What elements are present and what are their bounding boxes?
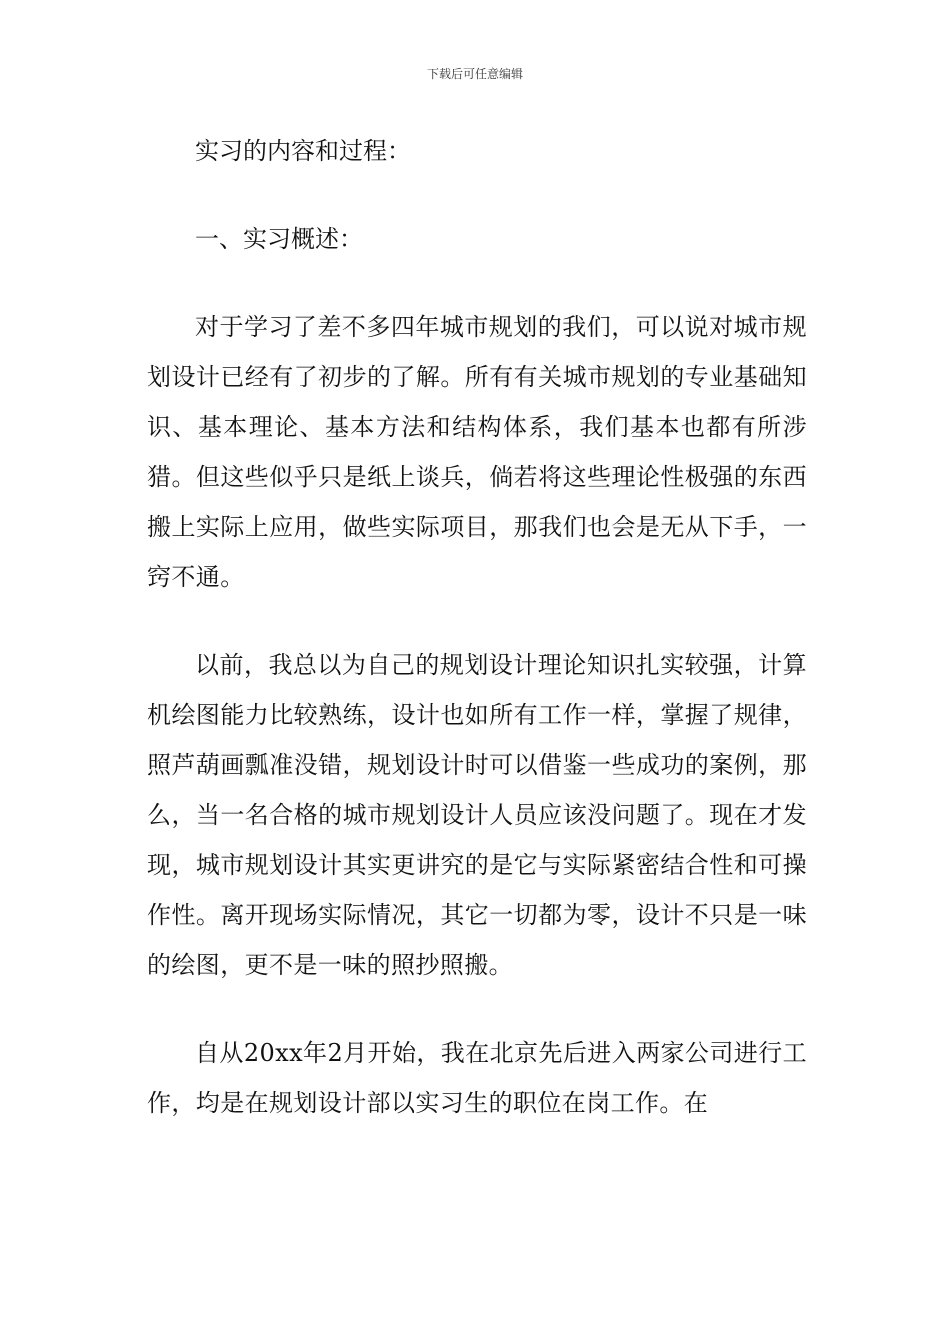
spacer <box>147 176 807 214</box>
spacer <box>147 602 807 640</box>
paragraph-2: 以前，我总以为自己的规划设计理论知识扎实较强，计算机绘图能力比较熟练，设计也如所有工作一样，掌握了规律，照芦葫画瓢准没错，规划设计时可以借鉴一些成功的案例，那么，当一名合格的城市规划设计人员应该没问题了。现在才发现，城市规划设计其实更讲究的是它与实际紧密结合性和可操作性。离开现场实际情况，其它一切都为零，设计不只是一味的绘图，更不是一味的照抄照搬。 <box>147 651 807 979</box>
paragraph-1: 对于学习了差不多四年城市规划的我们，可以说对城市规划设计已经有了初步的了解。所有有关城市规划的专业基础知识、基本理论、基本方法和结构体系，我们基本也都有所涉猎。但这些似乎只是纸上谈兵，倘若将这些理论性极强的东西搬上实际上应用，做些实际项目，那我们也会是无从下手，一窍不通。 <box>147 313 807 591</box>
document-body <box>147 126 807 1128</box>
section-heading-content-process: 实习的内容和过程： <box>195 137 411 165</box>
spacer <box>147 264 807 302</box>
section-heading-overview: 一、实习概述： <box>195 225 363 253</box>
spacer <box>147 990 807 1028</box>
paragraph-3: 自从20xx年2月开始，我在北京先后进入两家公司进行工作，均是在规划设计部以实习生的职位在岗工作。在 <box>147 1039 807 1117</box>
page-header-note: 下载后可任意编辑 <box>426 67 523 81</box>
